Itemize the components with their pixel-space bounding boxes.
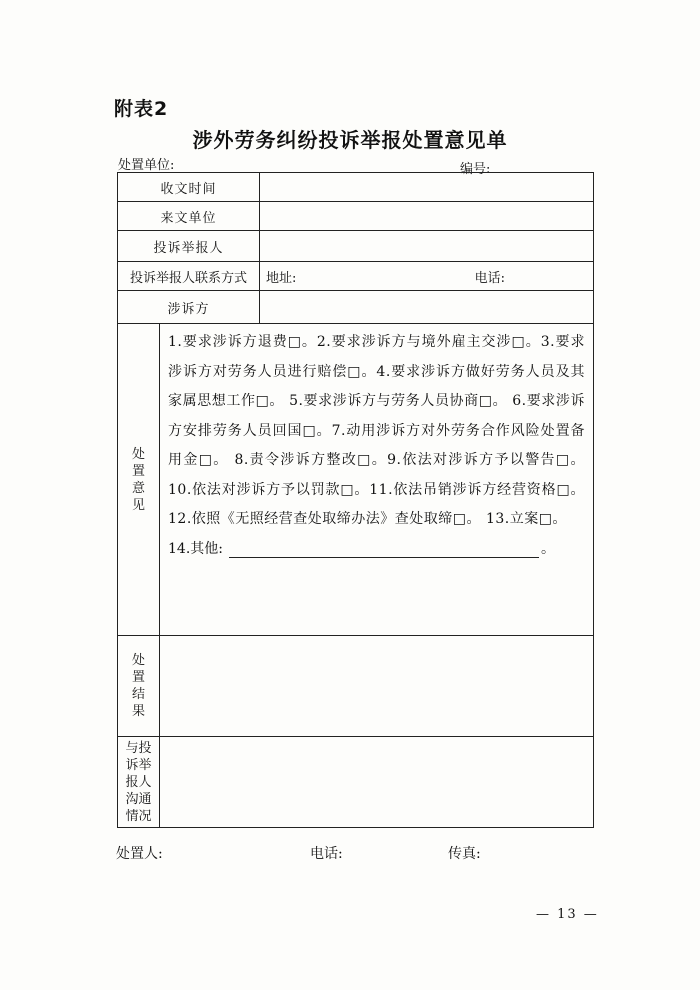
- handling-unit-label: 处置单位:: [118, 158, 175, 173]
- footer-phone-label: 电话:: [310, 846, 343, 862]
- serial-number-label: 编号:: [460, 162, 491, 177]
- result-field[interactable]: [160, 636, 594, 737]
- other-end-mark: 。: [540, 540, 555, 557]
- contact-method-label: 投诉举报人联系方式: [118, 262, 260, 291]
- annex-label: 附表2: [114, 98, 169, 120]
- respondent-field[interactable]: [260, 291, 594, 324]
- communication-label: 与投诉举报人沟通情况: [118, 737, 160, 828]
- receipt-time-field[interactable]: [260, 173, 594, 202]
- communication-field[interactable]: [160, 737, 594, 828]
- address-label: 地址:: [266, 270, 297, 286]
- opinion-options-text: 1.要求涉诉方退费□。2.要求涉诉方与境外雇主交涉□。3.要求涉诉方对劳务人员进行赔偿□。4.要求涉诉方做好劳务人员及其家属思想工作□。 5.要求涉诉方与劳务人员协商□。 6.要求涉诉方安排劳务人员回国□。7.动用涉诉方对外劳务合作风险处置备用金□。 8.责令涉诉方整改□。9.依法对涉诉方予以警告□。 10.依法对涉诉方予以罚款□。11.依法吊销涉诉方经营资格□。 12.依照《无照经营查处取缔办法》查处取缔□。 13.立案□。: [168, 334, 586, 527]
- sending-unit-field[interactable]: [260, 202, 594, 231]
- complainant-field[interactable]: [260, 231, 594, 262]
- sending-unit-label: 来文单位: [118, 202, 260, 231]
- row-result: [118, 636, 594, 737]
- other-blank-line[interactable]: [229, 539, 539, 558]
- receipt-time-label: 收文时间: [118, 173, 260, 202]
- opinion-content: [160, 324, 594, 636]
- phone-label: 电话:: [474, 270, 506, 286]
- row-complainant: [118, 231, 594, 262]
- row-contact-method: [118, 262, 594, 291]
- page-number: — 13 —: [536, 907, 599, 922]
- opinion-label: 处置意见: [118, 324, 160, 636]
- disposal-form-table: [117, 172, 594, 828]
- other-label: 14.其他:: [168, 540, 223, 557]
- respondent-label: 涉诉方: [118, 291, 260, 324]
- result-label: 处置结果: [118, 636, 160, 737]
- contact-method-field[interactable]: [260, 262, 594, 291]
- row-communication: [118, 737, 594, 828]
- complainant-label: 投诉举报人: [118, 231, 260, 262]
- other-option: [168, 535, 585, 564]
- footer-handler-label: 处置人:: [116, 846, 163, 862]
- row-sending-unit: [118, 202, 594, 231]
- row-receipt-time: [118, 173, 594, 202]
- row-opinion: [118, 324, 594, 636]
- row-respondent: [118, 291, 594, 324]
- footer-fax-label: 传真:: [448, 846, 481, 862]
- form-title: 涉外劳务纠纷投诉举报处置意见单: [192, 128, 508, 152]
